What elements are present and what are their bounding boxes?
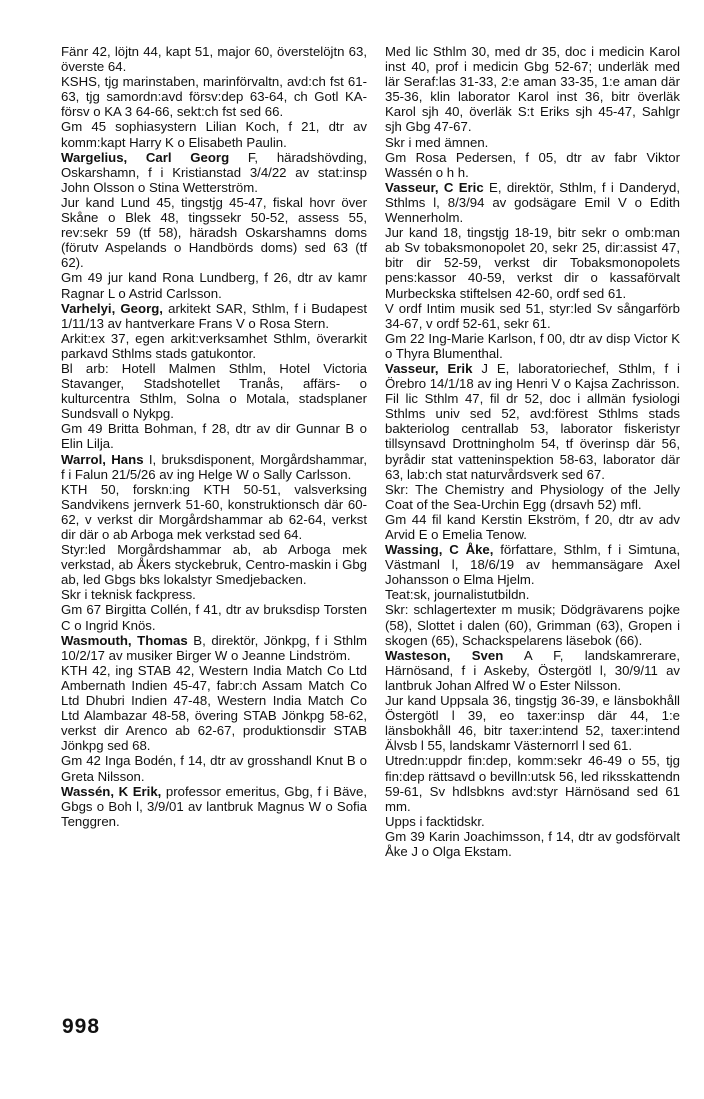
entry-text: Gm 39 Karin Joachimsson, f 14, dtr av godsförvalt Åke J o Olga Ekstam. bbox=[385, 828, 680, 859]
biography-entry-text bbox=[385, 44, 680, 135]
biography-entry-heading bbox=[385, 648, 680, 693]
biography-entry-heading bbox=[385, 180, 680, 225]
entry-text: Gm 42 Inga Bodén, f 14, dtr av grosshandl Knut B o Greta Nilsson. bbox=[61, 753, 367, 784]
entry-text: J E, laboratoriechef, Sthlm, f i Örebro 14/1/18 av ing Henri V o Kajsa Zachrisson. bbox=[385, 360, 680, 392]
entry-text: Gm 49 Britta Bohman, f 28, dtr av dir Gunnar B o Elin Lilja. bbox=[61, 421, 367, 452]
entry-text: Arkit:ex 37, egen arkit:verksamhet Sthlm, överarkit parkavd Sthlms stads gatukontor. bbox=[61, 330, 367, 361]
biography-entry-heading bbox=[61, 784, 367, 829]
entry-text: Jur kand 18, tingstjg 18-19, bitr sekr o omb:man ab Sv tobaksmonopolet 20, sekr 25, dir:assist 47, bitr dir 52-59, verkst dir Tobaksmonopolets pens:kassor 40-59, verkst dir o kassaförvalt Murbeckska stiftelsen 42-60, ordf sed 61. bbox=[385, 225, 680, 301]
biography-entry-text bbox=[385, 301, 680, 331]
person-name: Vasseur, C Eric bbox=[385, 179, 484, 195]
biography-entry-text bbox=[61, 74, 367, 119]
entry-text: Gm 49 jur kand Rona Lundberg, f 26, dtr av kamr Ragnar L o Astrid Carlsson. bbox=[61, 270, 367, 301]
biography-entry-text bbox=[385, 331, 680, 361]
biography-entry-text bbox=[61, 482, 367, 542]
entry-text: Upps i facktidskr. bbox=[385, 813, 485, 829]
biography-entry-text bbox=[385, 693, 680, 753]
biography-entry-text bbox=[385, 512, 680, 542]
entry-text: KTH 50, forskn:ing KTH 50-51, valsverksing Sandvikens jernverk 51-60, konstruktionsch där 60-62, v verkst dir Morgårdshammar ab 62-64, verkst dir där o ab Arboga mek verkstad sed 64. bbox=[61, 481, 367, 542]
biography-entry-text bbox=[385, 150, 680, 180]
entry-text: KSHS, tjg marinstaben, marinförvaltn, avd:ch fst 61-63, tjg samordn:avd försv:dep 63-64, ch Gotl KA-försv o KA 3 64-66, sekt:ch fst sed 66. bbox=[61, 74, 367, 120]
person-name: Vasseur, Erik bbox=[385, 360, 473, 376]
biography-entry-text bbox=[61, 44, 367, 74]
biography-entry-text bbox=[61, 753, 367, 783]
biography-entry-text bbox=[61, 270, 367, 300]
entry-text: Styr:led Morgårdshammar ab, ab Arboga mek verkstad, ab Åkers styckebruk, Centro-maskin i Gbg ab, led Gbgs bks lokalstyr Smedjebacken. bbox=[61, 542, 367, 588]
biography-entry-text bbox=[385, 587, 680, 602]
right-column bbox=[385, 44, 680, 859]
biography-entry-heading bbox=[61, 452, 367, 482]
biography-entry-heading bbox=[61, 301, 367, 331]
biography-entry-text bbox=[61, 331, 367, 361]
entry-text: Fil lic Sthlm 47, fil dr 52, doc i allmän fysiologi Sthlms univ sed 52, avd:förest Sthlms stads bakteriolog centrallab 53, laborator fiskeristyr tillsynsavd Drottningholm 54, tf överinsp där 56, byrådir stat vatteninspektion 58-63, laborator där 63, lab:ch stat naturvårdsverk sed 67. bbox=[385, 391, 680, 482]
entry-text: B, direktör, Jönkpg, f i Sthlm 10/2/17 av musiker Birger W o Jeanne Lindström. bbox=[61, 632, 367, 663]
entry-text: A F, landskamrerare, Härnösand, f i Askeby, Östergötl l, 30/9/11 av lantbruk Johan Alfred W o Ester Nilsson. bbox=[385, 647, 680, 693]
biography-entry-text bbox=[61, 119, 367, 149]
entry-text: E, direktör, Sthlm, f i Danderyd, Sthlms l, 8/3/94 av godsägare Emil V o Edith Wennerholm. bbox=[385, 179, 680, 226]
entry-text: Utredn:uppdr fin:dep, komm:sekr 46-49 o 55, tjg fin:dep rättsavd o bevilln:utsk 56, led riksskattendn 59-61, Sv hdlsbkns avd:styr Härnösand sed 61 mm. bbox=[385, 753, 680, 814]
entry-text: Fänr 42, löjtn 44, kapt 51, major 60, överstelöjtn 63, överste 64. bbox=[61, 44, 367, 75]
biography-entry-heading bbox=[61, 633, 367, 663]
entry-text: Gm 45 sophiasystern Lilian Koch, f 21, dtr av komm:kapt Harry K o Elisabeth Paulin. bbox=[61, 119, 367, 150]
person-name: Wassing, C Åke, bbox=[385, 542, 494, 558]
entry-text: Jur kand Uppsala 36, tingstjg 36-39, e länsbokhåll Östergötl l 39, eo taxer:insp där 44, 1:e länsbokhåll 46, bitr taxer:intend 52, taxer:intend Älvsb l 55, landskamr Västernorrl l sed 61. bbox=[385, 693, 680, 754]
entry-text: Teat:sk, journalistutbildn. bbox=[385, 587, 530, 603]
entry-text: Bl arb: Hotell Malmen Sthlm, Hotel Victoria Stavanger, Stadshotellet Tranås, affärs- o kulturcentra Sthlm, Solna o Motala, stadsplaner Sundsvall o Nykpg. bbox=[61, 360, 367, 422]
entry-text: KTH 42, ing STAB 42, Western India Match Co Ltd Ambernath Indien 45-47, fabr:ch Assam Match Co Ltd Dhubri Indien 47-48, Western India Match Co Ltd Alambazar 48-58, övering STAB Jönkpg 58-62, verkst dir Arenco ab 62-67, produktionsdir STAB Jönkpg sed 68. bbox=[61, 662, 367, 754]
entry-text: Skr i med ämnen. bbox=[385, 134, 489, 150]
biography-entry-text bbox=[61, 542, 367, 587]
biography-entry-text bbox=[385, 482, 680, 512]
person-name: Wassén, K Erik, bbox=[61, 783, 162, 799]
entry-text: arkitekt SAR, Sthlm, f i Budapest 1/11/13 av hantverkare Frans V o Rosa Stern. bbox=[61, 300, 367, 331]
biography-entry-text bbox=[61, 587, 367, 602]
biography-entry-text bbox=[385, 753, 680, 813]
entry-text: Gm 67 Birgitta Collén, f 41, dtr av bruksdisp Torsten C o Ingrid Knös. bbox=[61, 602, 367, 633]
entry-text: Gm 22 Ing-Marie Karlson, f 00, dtr av disp Victor K o Thyra Blumenthal. bbox=[385, 330, 680, 361]
person-name: Wasmouth, Thomas bbox=[61, 632, 188, 648]
person-name: Wasteson, Sven bbox=[385, 647, 504, 663]
entry-text: Skr: The Chemistry and Physiology of the Jelly Coat of the Sea-Urchin Egg (drsavh 52) mfl. bbox=[385, 481, 680, 512]
entry-text: Skr: schlagertexter m musik; Dödgrävarens pojke (58), Slottet i dalen (60), Grimman (63), Gropen i skogen (65), Schackspelarens läsebok (66). bbox=[385, 602, 680, 648]
left-column bbox=[61, 44, 367, 829]
entry-text: Jur kand Lund 45, tingstjg 45-47, fiskal hovr över Skåne o Blek 48, tingssekr 50-52, assess 55, rev:sekr 59 (tf 58), häradsh Oskarshamns doms (förutv Aspelands o Handbörds doms) sed 63 (tf 62). bbox=[61, 194, 367, 271]
biography-entry-text bbox=[385, 814, 680, 829]
entry-text: Med lic Sthlm 30, med dr 35, doc i medicin Karol inst 40, prof i medicin Gbg 52-67; underläk med lär Seraf:las 31-33, 2:e aman 33-35, 1:e aman där 35-36, klin laborator Karol inst 36, bitr överläk Karol sjh 40, överläk S:t Eriks sjh 45-47, Sahlgr sjh Gbg 47-67. bbox=[385, 44, 680, 135]
person-name: Wargelius, Carl Georg bbox=[61, 149, 230, 165]
biography-entry-text bbox=[61, 195, 367, 270]
biography-entry-text bbox=[61, 361, 367, 421]
biography-entry-text bbox=[385, 602, 680, 647]
biography-entry-heading bbox=[385, 542, 680, 587]
biography-entry-text bbox=[385, 391, 680, 482]
biography-entry-text bbox=[385, 135, 680, 150]
biography-entry-heading bbox=[61, 150, 367, 195]
entry-text: V ordf Intim musik sed 51, styr:led Sv sångarförb 34-67, v ordf 52-61, sekr 61. bbox=[385, 300, 680, 331]
person-name: Warrol, Hans bbox=[61, 451, 144, 467]
entry-text: Skr i teknisk fackpress. bbox=[61, 587, 196, 603]
biography-entry-text bbox=[385, 829, 680, 859]
entry-text: Gm Rosa Pedersen, f 05, dtr av fabr Viktor Wassén o h h. bbox=[385, 149, 680, 180]
entry-text: Gm 44 fil kand Kerstin Ekström, f 20, dtr av adv Arvid E o Emelia Tenow. bbox=[385, 511, 680, 542]
person-name: Varhelyi, Georg, bbox=[61, 300, 163, 316]
entry-text: författare, Sthlm, f i Simtuna, Västmanl l, 18/6/19 av hemmansägare Axel Johansson o Elma Hjelm. bbox=[385, 542, 680, 588]
biography-entry-text bbox=[385, 225, 680, 300]
biography-entry-text bbox=[61, 421, 367, 451]
biography-entry-text bbox=[61, 602, 367, 632]
biography-entry-text bbox=[61, 663, 367, 754]
entry-text: professor emeritus, Gbg, f i Bäve, Gbgs o Boh l, 3/9/01 av lantbruk Magnus W o Sofia Tenggren. bbox=[61, 783, 367, 829]
biography-entry-heading bbox=[385, 361, 680, 391]
entry-text: I, bruksdisponent, Morgårdshammar, f i Falun 21/5/26 av ing Helge W o Sally Carlsson. bbox=[61, 451, 367, 482]
page-number: 998 bbox=[62, 1015, 101, 1038]
entry-text: F, häradshövding, Oskarshamn, f i Kristianstad 3/4/22 av stat:insp John Olsson o Stina Wetterström. bbox=[61, 149, 367, 195]
